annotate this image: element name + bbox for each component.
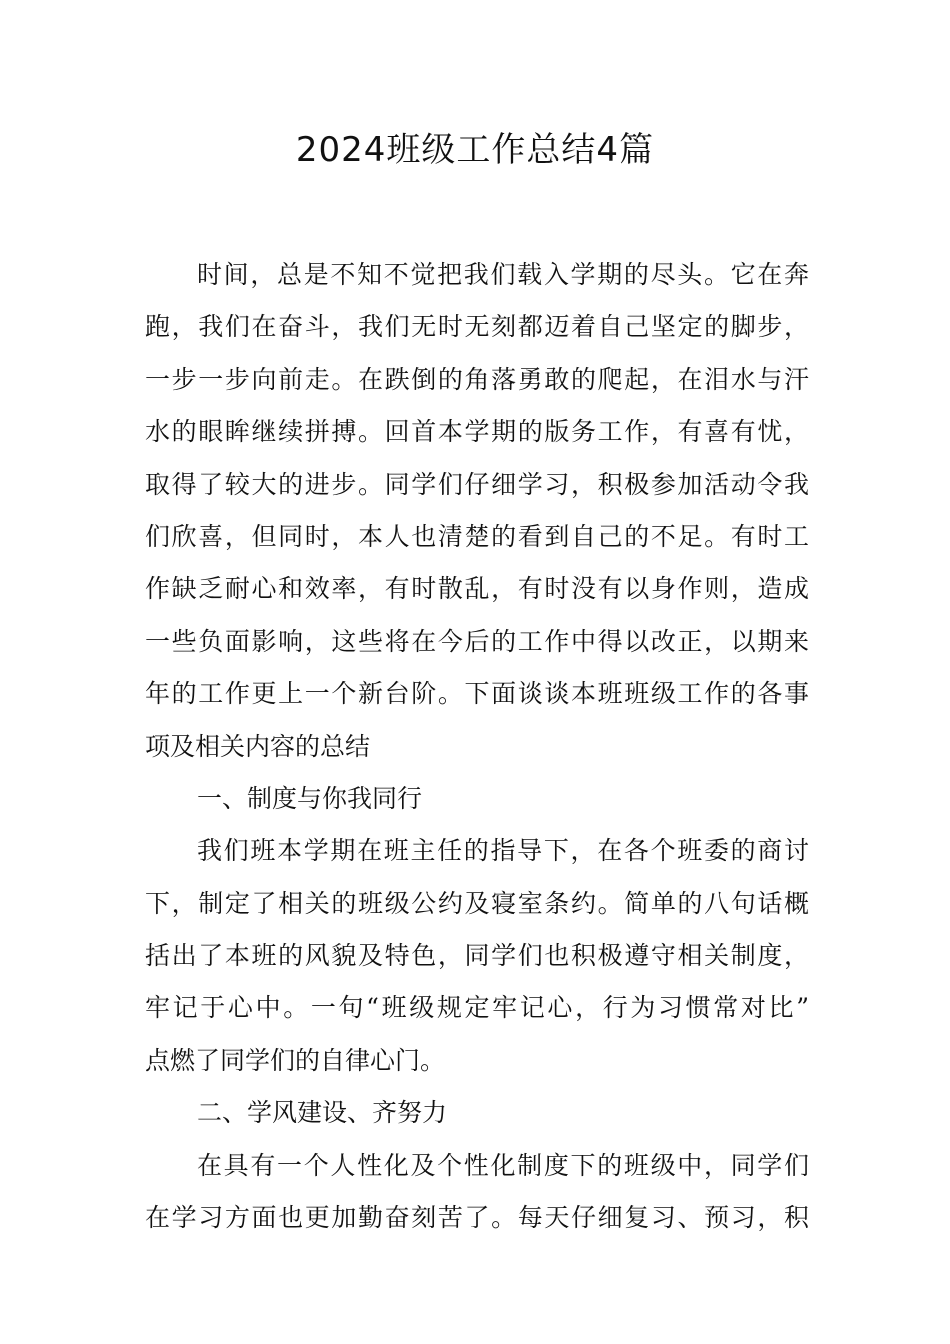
paragraph-line: 一些负面影响，这些将在今后的工作中得以改正，以期来 [145,626,809,656]
section-heading: 二、学风建设、齐努力 [197,1098,448,1128]
paragraph-line: 取得了较大的进步。同学们仔细学习，积极参加活动令我 [145,469,809,499]
document-title: 2024班级工作总结4篇 [295,130,655,170]
paragraph-line: 跑，我们在奋斗，我们无时无刻都迈着自己坚定的脚步， [145,312,809,342]
paragraph-line: 下，制定了相关的班级公约及寝室条约。简单的八句话概 [145,888,809,918]
paragraph-line: 一步一步向前走。在跌倒的角落勇敢的爬起，在泪水与汗 [145,364,809,394]
paragraph-line: 括出了本班的风貌及特色，同学们也积极遵守相关制度， [145,941,809,971]
paragraph-line: 水的眼眸继续拼搏。回首本学期的版务工作，有喜有忧， [145,417,809,447]
paragraph-line: 点燃了同学们的自律心门。 [145,1045,446,1075]
document-body [145,249,809,1244]
paragraph-line: 作缺乏耐心和效率，有时散乱，有时没有以身作则，造成 [145,574,809,604]
paragraph-line: 在学习方面也更加勤奋刻苦了。每天仔细复习、预习，积 [145,1203,809,1233]
paragraph-line: 在具有一个人性化及个性化制度下的班级中，同学们 [197,1150,809,1180]
section-heading: 一、制度与你我同行 [197,783,423,813]
paragraph-line: 时间，总是不知不觉把我们载入学期的尽头。它在奔 [197,260,809,289]
paragraph-line: 牢记于心中。一句“班级规定牢记心，行为习惯常对比” [145,993,809,1023]
paragraph-line: 年的工作更上一个新台阶。下面谈谈本班班级工作的各事 [145,679,809,709]
paragraph-line: 我们班本学期在班主任的指导下，在各个班委的商讨 [197,836,809,866]
paragraph-line: 们欣喜，但同时，本人也清楚的看到自己的不足。有时工 [145,521,809,551]
paragraph-line: 项及相关内容的总结 [145,731,371,761]
